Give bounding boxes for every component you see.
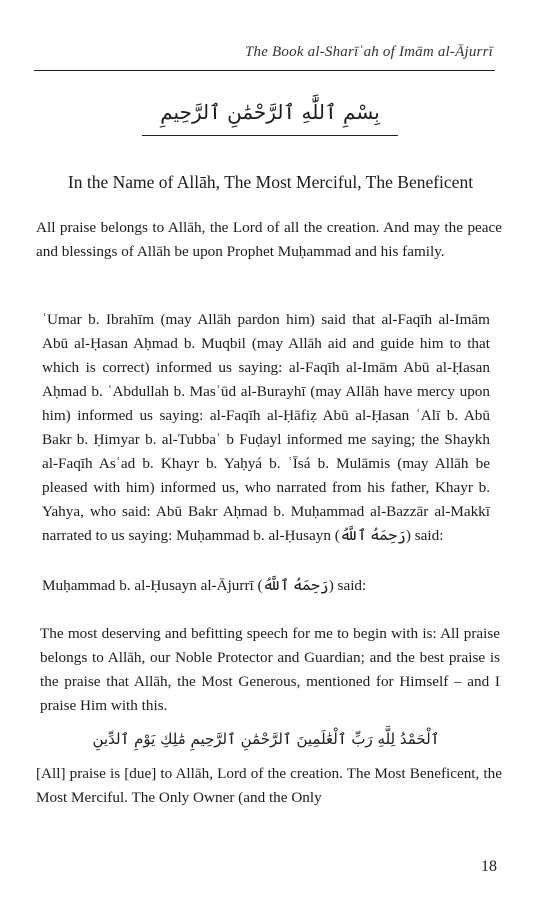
paragraph-author-said: Muḥammad b. al-Ḥusayn al-Ājurrī (رَحِمَهُ ٱللَّهُ) said: — [42, 577, 367, 594]
basmala-calligraphy — [130, 100, 410, 146]
page-number: 18 — [481, 858, 497, 875]
basmala-text: بِسْمِ ٱللَّٰهِ ٱلرَّحْمَٰنِ ٱلرَّحِيمِ — [160, 100, 380, 124]
paragraph-isnad: ʿUmar b. Ibrahīm (may Allāh pardon him) said that al-Faqīh al-Imām Abū al-Ḥasan Aḥmad b. Muqbil (may Allāh aid and guide him to that which is correct) informed us saying: al-Faqīh al-Imām Abū al-Ḥasan Aḥmad b. ʿAbdullah b. Masʿūd al-Burayhī (may Allāh have mercy upon him) informed us saying: al-Faqīh al-Ḥāfiẓ Abū al-Ḥasan ʿAlī b. Abū Bakr b. Ḥimyar b. al-Tubbaʿ b Fuḍayl informed me saying; the Shaykh al-Faqīh Asʿad b. Khayr b. Yaḥyá b. ʿĪsá b. Mulāmis (may Allāh be pleased with him) informed us, who narrated from his father, Khayr b. Yahya, who said: Abū Bakr Aḥmad b. Muḥammad al-Bazzār al-Makkī narrated to us saying: Muḥammad b. al-Ḥusayn (رَحِمَهُ ٱللَّهُ) said: — [42, 311, 490, 544]
basmala-flourish — [142, 135, 398, 136]
arabic-verse: ٱلْحَمْدُ لِلَّهِ رَبِّ ٱلْعَٰلَمِينَ ٱلرَّحْمَٰنِ ٱلرَّحِيمِ مَٰلِكِ يَوْمِ ٱلدِّينِ — [92, 730, 440, 748]
paragraph-opening-speech: The most deserving and befitting speech for me to begin with is: All praise belongs to Allāh, our Noble Protector and Guardian; and the best praise is the praise that Allāh, the Most Generous, mentioned for Himself – and I praise Him with this. — [40, 625, 500, 714]
invocation-heading: In the Name of Allāh, The Most Merciful, The Beneficent — [67, 172, 474, 192]
running-header: The Book al-Sharīʿah of Imām al-Ājurrī — [245, 44, 493, 60]
paragraph-praise: All praise belongs to Allāh, the Lord of all the creation. And may the peace and blessings of Allāh be upon Prophet Muḥammad and his family. — [36, 219, 502, 260]
header-rule — [34, 70, 495, 71]
paragraph-translation: [All] praise is [due] to Allāh, Lord of the creation. The Most Beneficent, the Most Merciful. The Only Owner (and the Only — [36, 765, 502, 806]
